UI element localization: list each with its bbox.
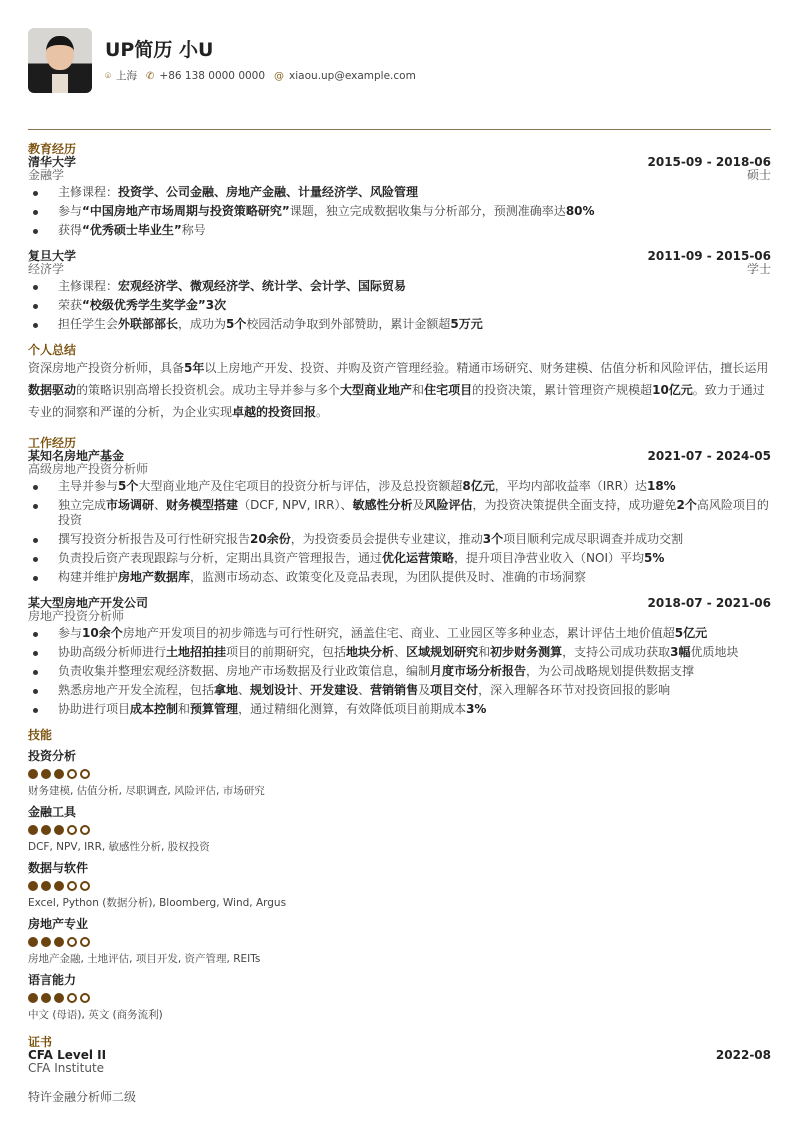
bold-text: 3个 xyxy=(482,532,504,546)
bold-text: 区域规划研究 xyxy=(406,645,479,659)
job-title: 房地产投资分析师 xyxy=(28,609,125,623)
skill-level-rating xyxy=(28,769,771,779)
skill-level-rating xyxy=(28,937,771,947)
bold-text: 地块分析 xyxy=(346,645,395,659)
text-segment: 项目的前期研究，包括 xyxy=(226,645,347,659)
bold-text: 住宅项目 xyxy=(424,383,473,397)
company-name: 某知名房地产基金 xyxy=(28,449,125,463)
entry-subtitle xyxy=(28,610,771,623)
skill-description: 中文 (母语), 英文 (商务流利) xyxy=(28,1009,163,1021)
bold-text: 投资学、公司金融、房地产金融、计量经济学、风险管理 xyxy=(118,185,419,199)
text-segment: 获得 xyxy=(58,223,83,237)
text-segment: 、 xyxy=(298,683,311,697)
section-title: 个人总结 xyxy=(28,343,77,357)
education-entry xyxy=(28,250,771,332)
bold-text: 20余份 xyxy=(250,532,291,546)
skill-item xyxy=(28,973,771,1022)
filled-dot-icon xyxy=(28,769,38,779)
filled-dot-icon xyxy=(28,881,38,891)
location-pin-icon: ⌾ xyxy=(105,71,111,82)
bullet-item xyxy=(28,551,771,566)
bold-text: 市场调研 xyxy=(106,498,155,512)
work-entry xyxy=(28,597,771,717)
text-segment: 担任学生会 xyxy=(58,317,119,331)
education-entry xyxy=(28,156,771,238)
text-segment: 称号 xyxy=(181,223,206,237)
bold-text: 房地产数据库 xyxy=(118,570,191,584)
certificates-section xyxy=(28,1036,771,1105)
text-segment: 协助进行项目 xyxy=(58,702,131,716)
text-segment: ，为公司战略规划提供数据支撑 xyxy=(526,664,695,678)
text-segment: 和 xyxy=(478,645,491,659)
skills-section xyxy=(28,729,771,1022)
filled-dot-icon xyxy=(28,825,38,835)
bullet-item xyxy=(28,479,771,494)
summary-section xyxy=(28,344,771,423)
bold-text: 规划设计 xyxy=(250,683,299,697)
text-segment: 、 xyxy=(394,645,407,659)
text-segment: 课题，独立完成数据收集与分析部分，预测准确率达 xyxy=(289,204,566,218)
section-title: 教育经历 xyxy=(28,142,77,156)
work-entry xyxy=(28,450,771,585)
bold-text: 外联部部长 xyxy=(118,317,179,331)
bold-text: 10亿元 xyxy=(652,383,693,397)
email[interactable]: xiaou.up@example.com xyxy=(289,69,416,82)
text-segment: 、 xyxy=(154,498,167,512)
empty-dot-icon xyxy=(80,881,90,891)
bullet-list xyxy=(28,479,771,585)
bold-text: 18% xyxy=(646,479,676,493)
empty-dot-icon xyxy=(67,993,77,1003)
bullet-item xyxy=(28,204,771,219)
empty-dot-icon xyxy=(67,825,77,835)
bullet-item xyxy=(28,626,771,641)
filled-dot-icon xyxy=(41,993,51,1003)
entry-date: 2015-09 - 2018-06 xyxy=(647,155,771,169)
skill-description: DCF, NPV, IRR, 敏感性分析, 股权投资 xyxy=(28,841,210,853)
filled-dot-icon xyxy=(54,825,64,835)
bold-text: 月度市场分析报告 xyxy=(430,664,527,678)
filled-dot-icon xyxy=(28,993,38,1003)
entry-date: 2011-09 - 2015-06 xyxy=(647,249,771,263)
text-segment: 参与 xyxy=(58,626,83,640)
filled-dot-icon xyxy=(54,881,64,891)
empty-dot-icon xyxy=(67,769,77,779)
bold-text: 宏观经济学、微观经济学、统计学、会计学、国际贸易 xyxy=(118,279,407,293)
text-segment: 构建并维护 xyxy=(58,570,119,584)
bold-text: 3% xyxy=(466,702,487,716)
text-segment: 的策略识别高增长投资机会。成功主导并参与多个 xyxy=(76,383,341,397)
bold-text: 数据驱动 xyxy=(28,383,77,397)
skill-description: 房地产金融, 土地评估, 项目开发, 资产管理, REITs xyxy=(28,953,261,965)
text-segment: 资深房地产投资分析师，具备 xyxy=(28,361,185,375)
bullet-item xyxy=(28,185,771,200)
skill-name: 房地产专业 xyxy=(28,917,89,931)
summary-text xyxy=(28,357,771,423)
bold-text: 优化运营策略 xyxy=(382,551,455,565)
skill-level-rating xyxy=(28,825,771,835)
filled-dot-icon xyxy=(54,769,64,779)
text-segment: ，平均内部收益率（IRR）达 xyxy=(494,479,647,493)
bullet-item xyxy=(28,279,771,294)
bold-text: 开发建设 xyxy=(310,683,359,697)
location: 上海 xyxy=(116,70,137,82)
text-segment: 撰写投资分析报告及可行性研究报告 xyxy=(58,532,251,546)
bold-text: 80% xyxy=(565,204,595,218)
text-segment: （DCF, NPV, IRR）、 xyxy=(238,498,353,512)
major: 金融学 xyxy=(28,168,65,182)
text-segment: 和 xyxy=(412,383,425,397)
bold-text: 卓越的投资回报 xyxy=(232,405,317,419)
bullet-item xyxy=(28,683,771,698)
text-segment: 主修课程： xyxy=(58,185,119,199)
degree: 学士 xyxy=(746,262,771,276)
text-segment: ，深入理解各环节对投资回报的影响 xyxy=(478,683,671,697)
entry-header xyxy=(28,597,771,610)
bold-text: 3幅 xyxy=(670,645,691,659)
entry-subtitle xyxy=(28,169,771,182)
filled-dot-icon xyxy=(41,825,51,835)
text-segment: 的投资决策，累计管理资产规模超 xyxy=(472,383,653,397)
certificate-issuer: CFA Institute xyxy=(28,1061,105,1075)
bullet-item xyxy=(28,298,771,313)
bullet-item xyxy=(28,702,771,717)
entry-date: 2018-07 - 2021-06 xyxy=(647,596,771,610)
text-segment: 协助高级分析师进行 xyxy=(58,645,167,659)
bold-text: 10余个 xyxy=(82,626,123,640)
bold-text: “优秀硕士毕业生” xyxy=(82,223,182,237)
company-name: 某大型房地产开发公司 xyxy=(28,596,149,610)
filled-dot-icon xyxy=(54,993,64,1003)
entry-subtitle xyxy=(28,463,771,476)
empty-dot-icon xyxy=(67,937,77,947)
skill-description: 财务建模, 估值分析, 尽职调查, 风险评估, 市场研究 xyxy=(28,785,265,797)
text-segment: 及 xyxy=(412,498,425,512)
skill-name: 语言能力 xyxy=(28,973,77,987)
education-section xyxy=(28,143,771,332)
entry-header xyxy=(28,250,771,263)
empty-dot-icon xyxy=(80,825,90,835)
major: 经济学 xyxy=(28,262,65,276)
skill-item xyxy=(28,861,771,910)
skill-name: 数据与软件 xyxy=(28,861,89,875)
bold-text: 5个 xyxy=(226,317,247,331)
text-segment: ，为投资决策提供全面支持，成功避免 xyxy=(472,498,677,512)
text-segment: 主修课程： xyxy=(58,279,119,293)
phone: +86 138 0000 0000 xyxy=(159,69,266,82)
text-segment: ，成功为 xyxy=(178,317,227,331)
skill-item xyxy=(28,917,771,966)
bold-text: 5万元 xyxy=(450,317,483,331)
school-name: 清华大学 xyxy=(28,155,77,169)
text-segment: 。致力于通过专业的洞察和严谨的分析，为企业实现 xyxy=(28,383,765,419)
filled-dot-icon xyxy=(41,881,51,891)
bullet-item xyxy=(28,570,771,585)
bold-text: 财务模型搭建 xyxy=(166,498,239,512)
bold-text: 敏感性分析 xyxy=(352,498,413,512)
candidate-name: UP简历 小U xyxy=(105,39,214,61)
entry-header xyxy=(28,156,771,169)
job-title: 高级房地产投资分析师 xyxy=(28,462,149,476)
text-segment: 房地产开发项目的初步筛选与可行性研究，涵盖住宅、商业、工业园区等多种业态，累计评估土地价值超 xyxy=(122,626,675,640)
skill-description: Excel, Python (数据分析), Bloomberg, Wind, Argus xyxy=(28,897,287,909)
bold-text: 大型商业地产 xyxy=(340,383,413,397)
text-segment: ，提升项目净营业收入（NOI）平均 xyxy=(454,551,644,565)
text-segment: 参与 xyxy=(58,204,83,218)
text-segment: 校园活动争取到外部赞助，累计金额超 xyxy=(246,317,451,331)
degree: 硕士 xyxy=(746,168,771,182)
bullet-item xyxy=(28,223,771,238)
text-segment: 大型商业地产及住宅项目的投资分析与评估，涉及总投资额超 xyxy=(138,479,463,493)
skill-level-rating xyxy=(28,881,771,891)
bullet-item xyxy=(28,664,771,679)
bold-text: 成本控制 xyxy=(130,702,179,716)
bullet-list xyxy=(28,279,771,332)
certificate-description: 特许金融分析师二级 xyxy=(28,1090,137,1104)
bold-text: “中国房地产市场周期与投资策略研究” xyxy=(82,204,290,218)
filled-dot-icon xyxy=(41,769,51,779)
bold-text: 风险评估 xyxy=(424,498,473,512)
bullet-item xyxy=(28,645,771,660)
phone-icon: ✆ xyxy=(146,70,155,82)
entry-subtitle xyxy=(28,263,771,276)
bullet-list xyxy=(28,626,771,717)
resume-header xyxy=(28,28,771,93)
text-segment: 负责投后资产表现跟踪与分析，定期出具资产管理报告，通过 xyxy=(58,551,383,565)
filled-dot-icon xyxy=(28,937,38,947)
header-divider xyxy=(28,129,771,130)
section-title: 技能 xyxy=(28,728,53,742)
section-title: 工作经历 xyxy=(28,436,77,450)
email-icon: @ xyxy=(274,70,285,82)
empty-dot-icon xyxy=(80,993,90,1003)
text-segment: 主导并参与 xyxy=(58,479,119,493)
text-segment: 熟悉房地产开发全流程，包括 xyxy=(58,683,215,697)
certificate-date: 2022-08 xyxy=(715,1048,771,1062)
text-segment: ，为投资委员会提供专业建议，推动 xyxy=(290,532,483,546)
filled-dot-icon xyxy=(54,937,64,947)
text-segment: 项目顺利完成尽职调查并成功交割 xyxy=(503,532,684,546)
contact-info xyxy=(105,68,416,83)
certificate-name: CFA Level II xyxy=(28,1048,107,1062)
text-segment: ，支持公司成功获取 xyxy=(562,645,671,659)
bold-text: 5亿元 xyxy=(674,626,708,640)
bold-text: 初步财务测算 xyxy=(490,645,563,659)
bold-text: 2个 xyxy=(676,498,697,512)
profile-photo xyxy=(28,28,92,93)
skill-name: 金融工具 xyxy=(28,805,77,819)
text-segment: 高风险项目的投资 xyxy=(58,498,769,527)
bullet-item xyxy=(28,498,771,528)
text-segment: ，通过精细化测算，有效降低项目前期成本 xyxy=(238,702,467,716)
entry-date: 2021-07 - 2024-05 xyxy=(647,449,771,463)
bullet-item xyxy=(28,532,771,547)
bold-text: 8亿元 xyxy=(462,479,495,493)
bold-text: 预算管理 xyxy=(190,702,239,716)
text-segment: 荣获 xyxy=(58,298,83,312)
bullet-item xyxy=(28,317,771,332)
skill-level-rating xyxy=(28,993,771,1003)
text-segment: 优质地块 xyxy=(690,645,739,659)
text-segment: ，监测市场动态、政策变化及竞品表现，为团队提供及时、准确的市场洞察 xyxy=(190,570,587,584)
bold-text: 土地招拍挂 xyxy=(166,645,227,659)
empty-dot-icon xyxy=(80,769,90,779)
bold-text: “校级优秀学生奖学金”3次 xyxy=(82,298,227,312)
bullet-list xyxy=(28,185,771,238)
resume-page xyxy=(28,28,771,1105)
skill-name: 投资分析 xyxy=(28,749,77,763)
work-section xyxy=(28,437,771,717)
section-title: 证书 xyxy=(28,1035,53,1049)
empty-dot-icon xyxy=(80,937,90,947)
text-segment: 以上房地产开发、投资、并购及资产管理经验。精通市场研究、财务建模、估值分析和风险评估，擅长运用 xyxy=(204,361,769,375)
bold-text: 5% xyxy=(644,551,665,565)
text-segment: 独立完成 xyxy=(58,498,107,512)
text-segment: 和 xyxy=(178,702,191,716)
bold-text: 拿地 xyxy=(214,683,239,697)
empty-dot-icon xyxy=(67,881,77,891)
bold-text: 营销销售 xyxy=(370,683,419,697)
text-segment: 、 xyxy=(358,683,371,697)
bold-text: 项目交付 xyxy=(430,683,479,697)
filled-dot-icon xyxy=(41,937,51,947)
school-name: 复旦大学 xyxy=(28,249,77,263)
bold-text: 5年 xyxy=(184,361,205,375)
bold-text: 5个 xyxy=(118,479,139,493)
skill-item xyxy=(28,805,771,854)
text-segment: 、 xyxy=(238,683,251,697)
skill-item xyxy=(28,749,771,798)
text-segment: 及 xyxy=(418,683,431,697)
text-segment: 负责收集并整理宏观经济数据、房地产市场数据及行业政策信息，编制 xyxy=(58,664,431,678)
text-segment: 。 xyxy=(316,405,329,419)
